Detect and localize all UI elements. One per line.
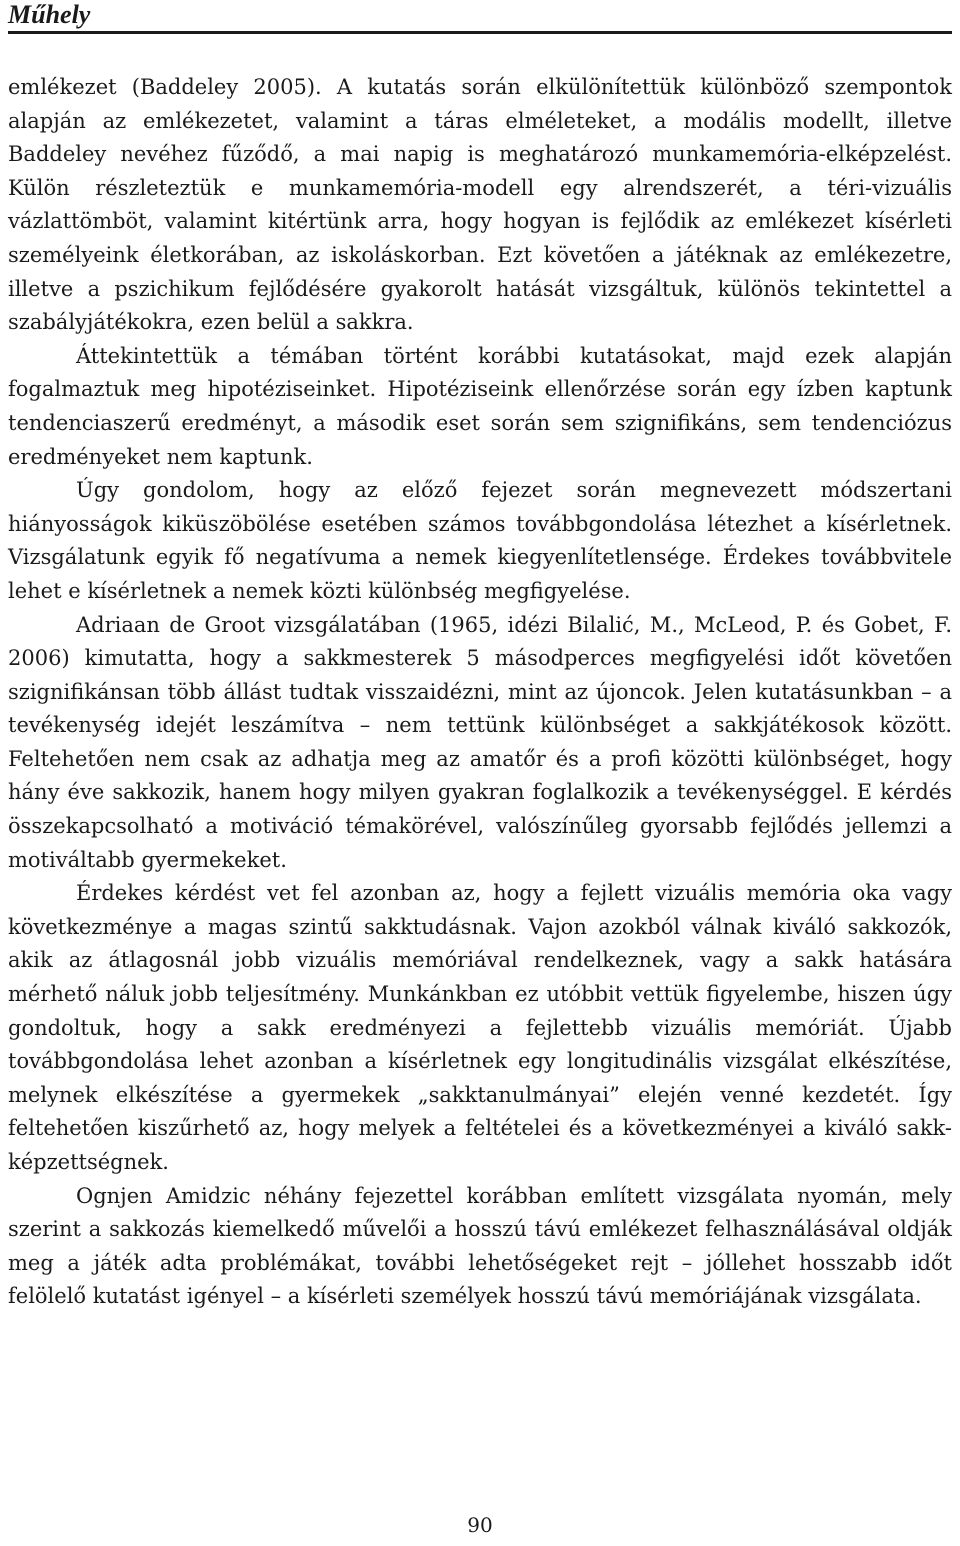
paragraph-5: Érdekes kérdést vet fel azonban az, hogy a fejlett vizuális memória oka vagy következménye a magas szintű sakktudásnak. Vajon azokból válnak kiváló sakkozók, akik az átlagosnál jobb vizuális memóriával rendelkeznek, vagy a sakk hatására mérhető náluk jobb teljesítmény. Munkánkban ez utóbbit vettük figyelembe, hiszen úgy gondoltuk, hogy a sakk eredményezi a fejlettebb vizuális memóriát. Újabb továbbgondolása lehet azonban a kísérletnek egy longitudinális vizsgálat elkészítése, melynek elkészítése a gyermekek „sakktanulmányai” elején venné kezdetét. Így feltehetően kiszűrhető az, hogy melyek a feltételei és a következményei a kiváló sakk-képzettségnek.: [8, 881, 952, 1174]
paragraph-6: Ognjen Amidzic néhány fejezettel korábban említett vizsgálata nyomán, mely szerint a sakkozás kiemelkedő művelői a hosszú távú emlékezet felhasználásával oldják meg a játék adta problémákat, további lehetőségeket rejt – jóllehet hosszabb időt felölelő kutatást igényel – a kísérleti személyek hosszú távú memóriájának vizsgálata.: [8, 1183, 952, 1309]
body-text: [8, 71, 952, 1314]
header-divider: [8, 31, 952, 34]
paragraph-3: Úgy gondolom, hogy az előző fejezet során megnevezett módszertani hiányosságok kiküszöbölése esetében számos továbbgondolása létezhet a kísérletnek. Vizsgálatunk egyik fő negatívuma a nemek kiegyenlítetlensége. Érdekes továbbvitele lehet e kísérletnek a nemek közti különbség megfigyelése.: [8, 478, 952, 603]
paragraph-1: emlékezet (Baddeley 2005). A kutatás során elkülönítettük különböző szempontok alapján az emlékezetet, valamint a táras elméleteket, a modális modellt, illetve Baddeley nevéhez fűződő, a mai napig is meghatározó munkamemória-elképzelést. Külön részleteztük e munkamemória-modell egy alrendszerét, a téri-vizuális vázlattömböt, valamint kitértünk arra, hogy hogyan is fejlődik az emlékezet kísérleti személyeink életkorában, az iskoláskorban. Ezt követően a játéknak az emlékezetre, illetve a pszichikum fejlődésére gyakorolt hatását vizsgáltuk, különös tekintettel a szabályjátékokra, ezen belül a sakkra.: [8, 75, 952, 335]
paragraph-2: Áttekintettük a témában történt korábbi kutatásokat, majd ezek alapján fogalmaztuk meg hipotéziseinket. Hipotéziseink ellenőrzése során egy ízben kaptunk tendenciaszerű eredményt, a második eset során sem szignifikáns, sem tendenciózus eredményeket nem kaptunk.: [8, 343, 952, 469]
section-title: Műhely: [8, 0, 91, 29]
page-number: 90: [467, 1513, 493, 1537]
running-header: [8, 0, 952, 34]
paragraph-4: Adriaan de Groot vizsgálatában (1965, idézi Bilalić, M., McLeod, P. és Gobet, F. 2006) kimutatta, hogy a sakkmesterek 5 másodperces megfigyelési időt követően szignifikánsan több állást tudtak visszaidézni, mint az újoncok. Jelen kutatásunkban – a tevékenység idejét leszámítva – nem tettünk különbséget a sakkjátékosok között. Feltehetően nem csak az adhatja meg az amatőr és a profi közötti különbséget, hogy hány éve sakkozik, hanem hogy milyen gyakran foglalkozik a tevékenységgel. E kérdés összekapcsolható a motiváció témakörével, valószínűleg gyorsabb fejlődés jellemzi a motiváltabb gyermekeket.: [8, 612, 952, 872]
